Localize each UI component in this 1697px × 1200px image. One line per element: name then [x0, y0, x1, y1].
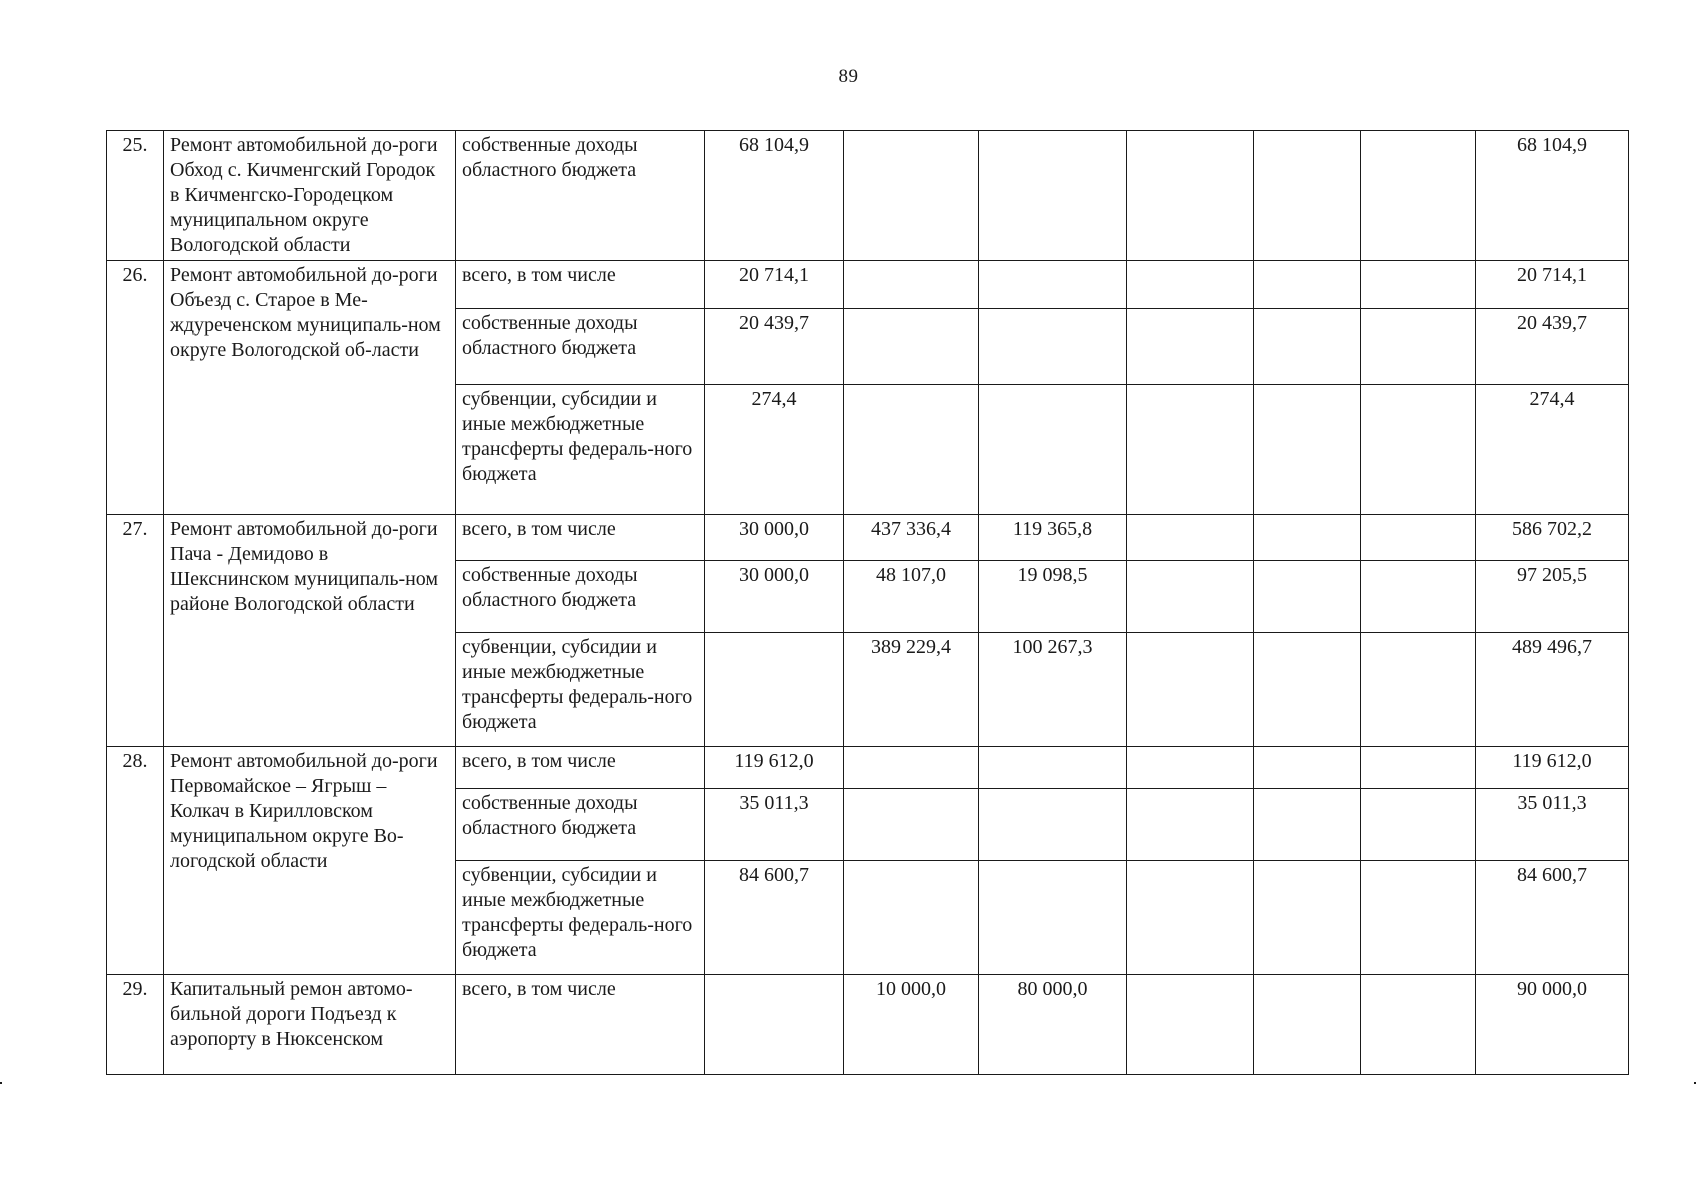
amount-cell: 119 612,0	[1476, 747, 1629, 789]
amount-cell: 84 600,7	[705, 861, 844, 975]
amount-cell	[1361, 131, 1476, 261]
funding-source: всего, в том числе	[456, 515, 705, 561]
amount-cell	[1127, 515, 1254, 561]
table-row	[107, 131, 1629, 261]
row-number: 28.	[107, 747, 164, 975]
amount-cell	[1254, 309, 1361, 385]
amount-cell: 30 000,0	[705, 515, 844, 561]
amount-cell	[844, 861, 979, 975]
amount-cell	[1127, 385, 1254, 515]
amount-cell: 68 104,9	[705, 131, 844, 261]
page-number: 89	[838, 66, 859, 87]
amount-cell	[979, 747, 1127, 789]
amount-cell: 437 336,4	[844, 515, 979, 561]
amount-cell	[1361, 747, 1476, 789]
amount-cell	[1127, 633, 1254, 747]
amount-cell: 80 000,0	[979, 975, 1127, 1075]
project-name: Ремонт автомобильной до-роги Обход с. Кичменгский Городок в Кичменгско-Городецком муниципальном округе Вологодской области	[164, 131, 456, 261]
amount-cell: 30 000,0	[705, 561, 844, 633]
funding-source: субвенции, субсидии и иные межбюджетные трансферты федераль-ного бюджета	[456, 861, 705, 975]
amount-cell	[1127, 131, 1254, 261]
amount-cell: 90 000,0	[1476, 975, 1629, 1075]
project-name: Ремонт автомобильной до-роги Пача - Демидово в Шекснинском муниципаль-ном районе Вологодской области	[164, 515, 456, 747]
amount-cell	[1254, 789, 1361, 861]
amount-cell	[1361, 975, 1476, 1075]
amount-cell	[844, 131, 979, 261]
row-number: 26.	[107, 261, 164, 515]
amount-cell	[844, 747, 979, 789]
amount-cell: 119 612,0	[705, 747, 844, 789]
amount-cell	[705, 633, 844, 747]
amount-cell: 97 205,5	[1476, 561, 1629, 633]
budget-table	[106, 130, 1629, 1075]
amount-cell	[844, 789, 979, 861]
table-row	[107, 975, 1629, 1075]
amount-cell	[1254, 385, 1361, 515]
amount-cell	[979, 309, 1127, 385]
amount-cell	[979, 131, 1127, 261]
amount-cell: 389 229,4	[844, 633, 979, 747]
amount-cell: 274,4	[1476, 385, 1629, 515]
project-name: Капитальный ремон автомо-бильной дороги Подъезд к аэропорту в Нюксенском	[164, 975, 456, 1075]
amount-cell	[844, 385, 979, 515]
amount-cell	[1254, 515, 1361, 561]
amount-cell	[1361, 561, 1476, 633]
amount-cell	[1127, 309, 1254, 385]
amount-cell: 84 600,7	[1476, 861, 1629, 975]
amount-cell	[1127, 561, 1254, 633]
amount-cell	[1361, 633, 1476, 747]
funding-source: всего, в том числе	[456, 747, 705, 789]
project-name: Ремонт автомобильной до-роги Первомайское – Ягрыш – Колкач в Кирилловском муниципальном округе Во-логодской области	[164, 747, 456, 975]
amount-cell: 100 267,3	[979, 633, 1127, 747]
amount-cell: 586 702,2	[1476, 515, 1629, 561]
table-row	[107, 261, 1629, 309]
amount-cell	[1361, 385, 1476, 515]
amount-cell	[844, 261, 979, 309]
amount-cell: 48 107,0	[844, 561, 979, 633]
scan-mark-left	[0, 1082, 2, 1084]
amount-cell	[1127, 789, 1254, 861]
amount-cell	[979, 789, 1127, 861]
amount-cell	[1254, 861, 1361, 975]
table-row	[107, 515, 1629, 561]
amount-cell	[1361, 515, 1476, 561]
amount-cell: 20 714,1	[1476, 261, 1629, 309]
amount-cell	[1361, 309, 1476, 385]
amount-cell: 68 104,9	[1476, 131, 1629, 261]
amount-cell: 35 011,3	[705, 789, 844, 861]
amount-cell	[1254, 261, 1361, 309]
amount-cell: 274,4	[705, 385, 844, 515]
amount-cell	[1127, 975, 1254, 1075]
table-row	[107, 747, 1629, 789]
funding-source: собственные доходы областного бюджета	[456, 789, 705, 861]
amount-cell	[1361, 861, 1476, 975]
row-number: 29.	[107, 975, 164, 1075]
amount-cell	[979, 861, 1127, 975]
row-number: 25.	[107, 131, 164, 261]
amount-cell	[1254, 131, 1361, 261]
amount-cell	[1127, 747, 1254, 789]
amount-cell	[1254, 747, 1361, 789]
funding-source: собственные доходы областного бюджета	[456, 131, 705, 261]
amount-cell: 119 365,8	[979, 515, 1127, 561]
amount-cell: 20 439,7	[1476, 309, 1629, 385]
amount-cell	[1361, 261, 1476, 309]
amount-cell	[979, 385, 1127, 515]
amount-cell: 35 011,3	[1476, 789, 1629, 861]
amount-cell	[1361, 789, 1476, 861]
amount-cell	[1254, 633, 1361, 747]
funding-source: всего, в том числе	[456, 975, 705, 1075]
amount-cell: 10 000,0	[844, 975, 979, 1075]
amount-cell	[1254, 561, 1361, 633]
amount-cell: 19 098,5	[979, 561, 1127, 633]
amount-cell	[844, 309, 979, 385]
amount-cell	[1254, 975, 1361, 1075]
amount-cell: 20 439,7	[705, 309, 844, 385]
amount-cell	[1127, 261, 1254, 309]
funding-source: субвенции, субсидии и иные межбюджетные трансферты федераль-ного бюджета	[456, 385, 705, 515]
funding-source: субвенции, субсидии и иные межбюджетные трансферты федераль-ного бюджета	[456, 633, 705, 747]
funding-source: собственные доходы областного бюджета	[456, 309, 705, 385]
amount-cell	[705, 975, 844, 1075]
amount-cell	[979, 261, 1127, 309]
row-number: 27.	[107, 515, 164, 747]
amount-cell: 489 496,7	[1476, 633, 1629, 747]
amount-cell	[1127, 861, 1254, 975]
funding-source: собственные доходы областного бюджета	[456, 561, 705, 633]
amount-cell: 20 714,1	[705, 261, 844, 309]
scan-mark-right	[1694, 1082, 1696, 1084]
project-name: Ремонт автомобильной до-роги Объезд с. Старое в Ме-ждуреченском муниципаль-ном округе Вологодской об-ласти	[164, 261, 456, 515]
funding-source: всего, в том числе	[456, 261, 705, 309]
